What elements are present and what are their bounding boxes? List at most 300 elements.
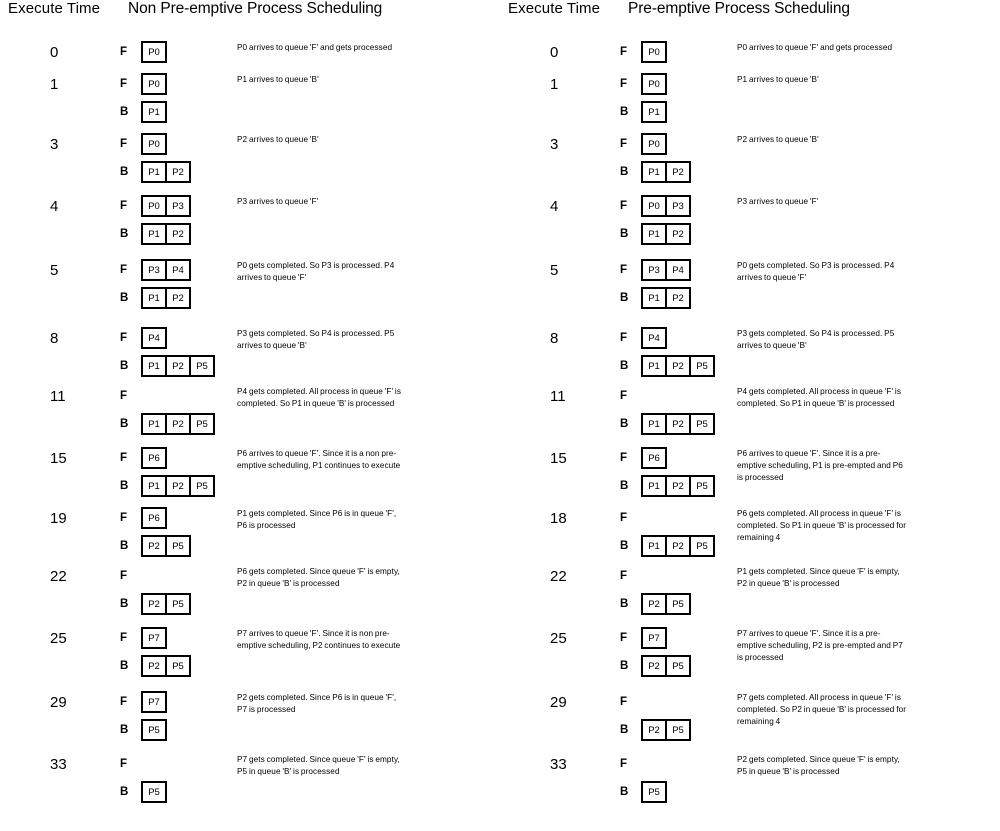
queue-line bbox=[620, 750, 735, 778]
queue-line bbox=[120, 352, 235, 380]
queue-line bbox=[620, 256, 735, 284]
timeline-row bbox=[0, 444, 407, 500]
queue-group bbox=[120, 750, 235, 806]
panel-title: Pre-emptive Process Scheduling bbox=[628, 0, 850, 17]
queue-group bbox=[620, 130, 735, 186]
process-box: P5 bbox=[189, 355, 215, 377]
process-box: P7 bbox=[641, 627, 667, 649]
timeline-row bbox=[500, 624, 907, 680]
queue-label: B bbox=[120, 360, 129, 372]
process-box: P5 bbox=[689, 413, 715, 435]
process-box: P4 bbox=[141, 327, 167, 349]
execute-time-value: 18 bbox=[550, 510, 567, 527]
queue-label: B bbox=[620, 598, 629, 610]
row-description: P1 gets completed. Since P6 is in queue 'F', P6 is processed bbox=[237, 509, 397, 530]
queue-cells bbox=[141, 327, 167, 349]
process-box: P0 bbox=[641, 133, 667, 155]
row-description: P6 arrives to queue 'F'. Since it is a pre-emptive scheduling, P1 is pre-empted and P6 is processed bbox=[737, 449, 903, 482]
timeline-rows bbox=[0, 30, 500, 820]
process-box: P0 bbox=[141, 41, 167, 63]
process-box: P5 bbox=[165, 535, 191, 557]
process-box: P5 bbox=[665, 655, 691, 677]
queue-label: F bbox=[620, 46, 628, 58]
queue-group bbox=[620, 688, 735, 744]
timeline-rows bbox=[500, 30, 1000, 820]
queue-cells bbox=[141, 507, 167, 529]
queue-cells bbox=[641, 223, 691, 245]
queue-line bbox=[120, 382, 235, 410]
timeline-row bbox=[0, 38, 407, 66]
queue-label: B bbox=[620, 660, 629, 672]
queue-label: F bbox=[120, 138, 128, 150]
queue-label: F bbox=[620, 452, 628, 464]
process-box: P2 bbox=[165, 355, 191, 377]
process-box: P0 bbox=[641, 73, 667, 95]
empty-queue-slot bbox=[141, 385, 167, 407]
queue-cells bbox=[141, 41, 167, 63]
queue-line bbox=[620, 652, 735, 680]
row-description: P7 gets completed. Since queue 'F' is empty, P5 in queue 'B' is processed bbox=[237, 755, 400, 776]
queue-label: F bbox=[120, 632, 128, 644]
queue-label: F bbox=[120, 264, 128, 276]
process-box: P2 bbox=[665, 355, 691, 377]
timeline-row bbox=[0, 624, 407, 680]
queue-cells bbox=[641, 655, 691, 677]
queue-label: F bbox=[120, 200, 128, 212]
process-box: P2 bbox=[665, 535, 691, 557]
queue-cells bbox=[641, 719, 691, 741]
queue-line bbox=[120, 444, 235, 472]
queue-line bbox=[620, 98, 735, 126]
process-box: P4 bbox=[641, 327, 667, 349]
queue-cells bbox=[141, 223, 191, 245]
timeline-row bbox=[500, 256, 907, 312]
row-description: P2 gets completed. Since P6 is in queue 'F', P7 is processed bbox=[237, 693, 397, 714]
queue-line bbox=[620, 130, 735, 158]
execute-time-value: 3 bbox=[50, 136, 59, 153]
panel-title: Non Pre-emptive Process Scheduling bbox=[128, 0, 383, 17]
queue-label: F bbox=[620, 570, 628, 582]
execute-time-value: 0 bbox=[50, 44, 59, 61]
timeline-row bbox=[500, 562, 907, 618]
queue-cells bbox=[141, 781, 167, 803]
queue-line bbox=[120, 256, 235, 284]
queue-label: F bbox=[620, 332, 628, 344]
queue-cells bbox=[141, 753, 167, 775]
process-box: P6 bbox=[641, 447, 667, 469]
queue-label: F bbox=[120, 758, 128, 770]
queue-group bbox=[120, 38, 235, 66]
queue-cells bbox=[141, 535, 191, 557]
process-box: P2 bbox=[665, 161, 691, 183]
process-box: P7 bbox=[141, 627, 167, 649]
row-description: P3 arrives to queue 'F' bbox=[237, 197, 319, 206]
process-box: P2 bbox=[665, 223, 691, 245]
queue-group bbox=[620, 562, 735, 618]
queue-line bbox=[120, 158, 235, 186]
process-box: P2 bbox=[641, 655, 667, 677]
timeline-row bbox=[0, 750, 407, 806]
timeline-row bbox=[500, 504, 907, 560]
queue-cells bbox=[641, 355, 715, 377]
process-box: P2 bbox=[641, 593, 667, 615]
queue-group bbox=[120, 324, 235, 380]
queue-line bbox=[620, 382, 735, 410]
queue-group bbox=[120, 444, 235, 500]
queue-line bbox=[120, 192, 235, 220]
execute-time-value: 29 bbox=[50, 694, 67, 711]
row-description: P6 arrives to queue 'F'. Since it is a non pre-emptive scheduling, P1 continues to execute bbox=[237, 449, 401, 470]
queue-cells bbox=[141, 73, 167, 95]
timeline-row bbox=[500, 70, 907, 126]
row-description: P1 arrives to queue 'B' bbox=[237, 75, 319, 84]
queue-cells bbox=[141, 475, 215, 497]
queue-group bbox=[120, 624, 235, 680]
timeline-row bbox=[500, 38, 907, 66]
queue-line bbox=[120, 652, 235, 680]
timeline-row bbox=[0, 192, 407, 248]
timeline-row bbox=[500, 444, 907, 500]
queue-cells bbox=[141, 719, 167, 741]
timeline-row bbox=[0, 70, 407, 126]
process-box: P7 bbox=[141, 691, 167, 713]
row-description: P1 arrives to queue 'B' bbox=[737, 75, 819, 84]
execute-time-value: 25 bbox=[550, 630, 567, 647]
execute-time-value: 33 bbox=[550, 756, 567, 773]
queue-group bbox=[620, 750, 735, 806]
queue-label: B bbox=[120, 724, 129, 736]
queue-line bbox=[620, 688, 735, 716]
queue-line bbox=[620, 624, 735, 652]
queue-group bbox=[120, 504, 235, 560]
timeline-row bbox=[0, 562, 407, 618]
queue-cells bbox=[641, 691, 667, 713]
empty-queue-slot bbox=[141, 565, 167, 587]
queue-label: F bbox=[620, 758, 628, 770]
process-box: P1 bbox=[641, 535, 667, 557]
queue-cells bbox=[141, 593, 191, 615]
row-description: P0 arrives to queue 'F' and gets processed bbox=[737, 43, 893, 52]
process-box: P6 bbox=[141, 507, 167, 529]
timeline-row bbox=[0, 382, 407, 438]
process-box: P2 bbox=[665, 413, 691, 435]
process-box: P1 bbox=[641, 355, 667, 377]
queue-cells bbox=[141, 627, 167, 649]
process-box: P3 bbox=[641, 259, 667, 281]
row-description: P4 gets completed. All process in queue 'F' is completed. So P1 in queue 'B' is processed bbox=[237, 387, 402, 408]
queue-label: B bbox=[620, 786, 629, 798]
timeline-row bbox=[0, 324, 407, 380]
row-description: P6 gets completed. Since queue 'F' is empty, P2 in queue 'B' is processed bbox=[237, 567, 400, 588]
process-box: P5 bbox=[189, 413, 215, 435]
queue-cells bbox=[641, 447, 667, 469]
process-box: P2 bbox=[165, 161, 191, 183]
row-description: P3 gets completed. So P4 is processed. P5 arrives to queue 'B' bbox=[737, 329, 895, 350]
process-box: P2 bbox=[141, 593, 167, 615]
queue-label: F bbox=[620, 78, 628, 90]
queue-label: F bbox=[120, 332, 128, 344]
row-description: P7 gets completed. All process in queue 'F' is completed. So P2 in queue 'B' is processed for remaining 4 bbox=[737, 693, 907, 726]
queue-line bbox=[120, 504, 235, 532]
execute-time-value: 22 bbox=[50, 568, 67, 585]
timeline-row bbox=[500, 324, 907, 380]
queue-cells bbox=[641, 195, 691, 217]
timeline-row bbox=[500, 750, 907, 806]
queue-cells bbox=[641, 565, 667, 587]
process-box: P5 bbox=[689, 475, 715, 497]
process-box: P0 bbox=[141, 133, 167, 155]
queue-line bbox=[620, 778, 735, 806]
queue-label: F bbox=[620, 512, 628, 524]
execute-time-value: 15 bbox=[550, 450, 567, 467]
queue-group bbox=[620, 256, 735, 312]
queue-label: B bbox=[120, 166, 129, 178]
queue-label: B bbox=[620, 166, 629, 178]
queue-label: F bbox=[120, 570, 128, 582]
queue-cells bbox=[641, 593, 691, 615]
queue-line bbox=[620, 444, 735, 472]
queue-line bbox=[120, 130, 235, 158]
queue-label: B bbox=[620, 540, 629, 552]
row-description: P1 gets completed. Since queue 'F' is empty, P2 in queue 'B' is processed bbox=[737, 567, 900, 588]
queue-group bbox=[620, 192, 735, 248]
process-box: P4 bbox=[165, 259, 191, 281]
queue-label: F bbox=[120, 696, 128, 708]
execute-time-value: 29 bbox=[550, 694, 567, 711]
process-box: P1 bbox=[641, 223, 667, 245]
queue-label: B bbox=[620, 480, 629, 492]
empty-queue-slot bbox=[641, 385, 667, 407]
queue-line bbox=[120, 38, 235, 66]
process-box: P2 bbox=[665, 287, 691, 309]
queue-line bbox=[620, 284, 735, 312]
queue-line bbox=[120, 716, 235, 744]
queue-cells bbox=[641, 287, 691, 309]
process-box: P0 bbox=[641, 41, 667, 63]
queue-cells bbox=[141, 385, 167, 407]
queue-cells bbox=[641, 753, 667, 775]
execute-time-value: 8 bbox=[550, 330, 559, 347]
process-box: P5 bbox=[141, 719, 167, 741]
timeline-row bbox=[0, 256, 407, 312]
queue-line bbox=[620, 472, 735, 500]
queue-cells bbox=[141, 287, 191, 309]
queue-label: B bbox=[120, 480, 129, 492]
queue-label: F bbox=[120, 390, 128, 402]
execute-time-value: 33 bbox=[50, 756, 67, 773]
row-description: P6 gets completed. All process in queue 'F' is completed. So P1 in queue 'B' is processed for remaining 4 bbox=[737, 509, 907, 542]
process-box: P1 bbox=[141, 413, 167, 435]
queue-label: B bbox=[120, 660, 129, 672]
process-box: P1 bbox=[141, 287, 167, 309]
queue-label: F bbox=[620, 264, 628, 276]
queue-line bbox=[120, 324, 235, 352]
timeline-row bbox=[500, 130, 907, 186]
execute-time-value: 25 bbox=[50, 630, 67, 647]
queue-group bbox=[120, 130, 235, 186]
execute-time-value: 5 bbox=[50, 262, 59, 279]
process-box: P2 bbox=[165, 223, 191, 245]
execute-time-header: Execute Time bbox=[508, 0, 601, 17]
process-box: P0 bbox=[141, 73, 167, 95]
queue-cells bbox=[141, 259, 191, 281]
queue-line bbox=[620, 590, 735, 618]
queue-line bbox=[120, 472, 235, 500]
process-box: P5 bbox=[689, 535, 715, 557]
queue-cells bbox=[641, 413, 715, 435]
queue-line bbox=[620, 716, 735, 744]
process-box: P5 bbox=[665, 593, 691, 615]
process-box: P1 bbox=[641, 101, 667, 123]
queue-line bbox=[620, 504, 735, 532]
queue-cells bbox=[641, 385, 667, 407]
scheduling-panel bbox=[0, 0, 500, 820]
queue-label: F bbox=[620, 696, 628, 708]
queue-label: F bbox=[620, 390, 628, 402]
queue-label: F bbox=[620, 632, 628, 644]
queue-label: B bbox=[120, 540, 129, 552]
timeline-row bbox=[500, 688, 907, 744]
process-box: P5 bbox=[689, 355, 715, 377]
execute-time-value: 4 bbox=[50, 198, 59, 215]
queue-label: F bbox=[120, 46, 128, 58]
scheduling-panel bbox=[500, 0, 1000, 820]
queue-group bbox=[620, 444, 735, 500]
queue-label: B bbox=[120, 786, 129, 798]
queue-label: F bbox=[620, 200, 628, 212]
queue-cells bbox=[141, 565, 167, 587]
execute-time-value: 15 bbox=[50, 450, 67, 467]
row-description: P7 arrives to queue 'F'. Since it is non pre-emptive scheduling, P2 continues to execute bbox=[237, 629, 401, 650]
process-box: P5 bbox=[641, 781, 667, 803]
queue-line bbox=[620, 532, 735, 560]
queue-label: B bbox=[120, 106, 129, 118]
queue-line bbox=[120, 284, 235, 312]
process-box: P0 bbox=[141, 195, 167, 217]
queue-group bbox=[120, 688, 235, 744]
row-description: P3 arrives to queue 'F' bbox=[737, 197, 819, 206]
process-box: P2 bbox=[165, 287, 191, 309]
process-box: P1 bbox=[141, 101, 167, 123]
queue-label: B bbox=[120, 418, 129, 430]
queue-cells bbox=[641, 327, 667, 349]
queue-cells bbox=[641, 535, 715, 557]
process-box: P1 bbox=[641, 475, 667, 497]
timeline-row bbox=[500, 382, 907, 438]
queue-line bbox=[620, 352, 735, 380]
queue-label: F bbox=[620, 138, 628, 150]
execute-time-value: 0 bbox=[550, 44, 559, 61]
row-description: P7 arrives to queue 'F'. Since it is a pre-emptive scheduling, P2 is pre-empted and P7 is processed bbox=[737, 629, 903, 662]
process-box: P2 bbox=[141, 535, 167, 557]
row-description: P2 gets completed. Since queue 'F' is empty, P5 in queue 'B' is processed bbox=[737, 755, 900, 776]
queue-line bbox=[120, 688, 235, 716]
execute-time-value: 1 bbox=[550, 76, 559, 93]
process-box: P3 bbox=[141, 259, 167, 281]
queue-group bbox=[620, 38, 735, 66]
execute-time-value: 4 bbox=[550, 198, 559, 215]
process-box: P2 bbox=[141, 655, 167, 677]
execute-time-value: 19 bbox=[50, 510, 67, 527]
timeline-row bbox=[0, 504, 407, 560]
panel-header bbox=[0, 0, 500, 30]
queue-group bbox=[120, 382, 235, 438]
row-description: P4 gets completed. All process in queue 'F' is completed. So P1 in queue 'B' is processed bbox=[737, 387, 902, 408]
process-box: P0 bbox=[641, 195, 667, 217]
process-box: P2 bbox=[165, 475, 191, 497]
queue-label: B bbox=[620, 418, 629, 430]
queue-label: B bbox=[620, 724, 629, 736]
process-box: P1 bbox=[641, 161, 667, 183]
queue-line bbox=[620, 192, 735, 220]
execute-time-value: 3 bbox=[550, 136, 559, 153]
queue-label: B bbox=[120, 228, 129, 240]
queue-line bbox=[620, 410, 735, 438]
queue-group bbox=[620, 70, 735, 126]
empty-queue-slot bbox=[641, 507, 667, 529]
queue-line bbox=[120, 778, 235, 806]
queue-line bbox=[120, 750, 235, 778]
queue-cells bbox=[641, 627, 667, 649]
queue-line bbox=[620, 158, 735, 186]
execute-time-header: Execute Time bbox=[8, 0, 101, 17]
queue-label: F bbox=[120, 452, 128, 464]
queue-line bbox=[620, 70, 735, 98]
queue-line bbox=[120, 624, 235, 652]
queue-cells bbox=[641, 101, 667, 123]
queue-label: F bbox=[120, 78, 128, 90]
queue-line bbox=[620, 220, 735, 248]
process-box: P4 bbox=[665, 259, 691, 281]
execute-time-value: 1 bbox=[50, 76, 59, 93]
queue-label: B bbox=[120, 598, 129, 610]
execute-time-value: 22 bbox=[550, 568, 567, 585]
queue-cells bbox=[141, 413, 215, 435]
queue-cells bbox=[141, 133, 167, 155]
empty-queue-slot bbox=[641, 565, 667, 587]
queue-group bbox=[120, 562, 235, 618]
queue-group bbox=[120, 70, 235, 126]
process-box: P2 bbox=[641, 719, 667, 741]
queue-cells bbox=[641, 161, 691, 183]
queue-line bbox=[620, 562, 735, 590]
queue-group bbox=[620, 382, 735, 438]
queue-cells bbox=[641, 475, 715, 497]
row-description: P2 arrives to queue 'B' bbox=[737, 135, 819, 144]
queue-cells bbox=[141, 655, 191, 677]
process-box: P1 bbox=[141, 475, 167, 497]
execute-time-value: 11 bbox=[50, 388, 66, 405]
process-box: P1 bbox=[141, 161, 167, 183]
queue-cells bbox=[141, 195, 191, 217]
process-box: P5 bbox=[189, 475, 215, 497]
execute-time-value: 5 bbox=[550, 262, 559, 279]
queue-group bbox=[620, 324, 735, 380]
queue-line bbox=[120, 220, 235, 248]
empty-queue-slot bbox=[141, 753, 167, 775]
queue-line bbox=[120, 98, 235, 126]
process-box: P1 bbox=[141, 355, 167, 377]
panel-header bbox=[500, 0, 1000, 30]
queue-line bbox=[120, 532, 235, 560]
queue-cells bbox=[141, 691, 167, 713]
queue-line bbox=[120, 410, 235, 438]
queue-group bbox=[620, 624, 735, 680]
queue-label: F bbox=[120, 512, 128, 524]
queue-cells bbox=[141, 161, 191, 183]
queue-line bbox=[620, 38, 735, 66]
timeline-row bbox=[500, 192, 907, 248]
